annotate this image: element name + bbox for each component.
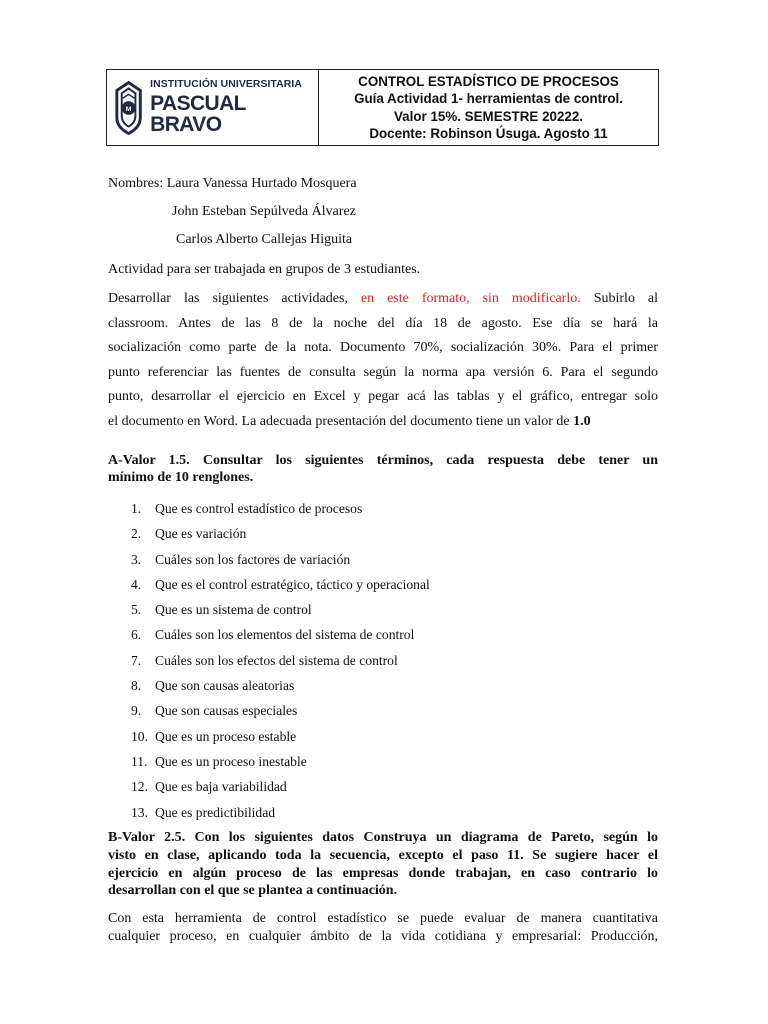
institution-logo	[107, 70, 319, 145]
item-text: Que son causas aleatorias	[155, 678, 295, 694]
list-item	[131, 496, 430, 521]
svg-text:M: M	[125, 105, 132, 113]
item-number: 9.	[131, 703, 142, 719]
instructions-text: Subirlo al	[593, 291, 659, 306]
presentation-value: 1.0	[573, 413, 591, 429]
item-number: 5.	[131, 602, 142, 618]
value-semester: Valor 15%. SEMESTRE 20222.	[393, 108, 584, 124]
instructions-line-5: punto, desarrollar el ejercicio en Excel y pegar acá las tablas y el gráfico, entregar solo	[108, 389, 658, 404]
item-number: 4.	[131, 576, 142, 592]
list-item	[131, 547, 430, 572]
item-text: Cuáles son los elementos del sistema de control	[155, 627, 415, 643]
logo-line-name: PASCUAL BRAVO	[150, 92, 246, 137]
list-item	[131, 597, 430, 622]
guide-title: Guía Actividad 1- herramientas de control.	[354, 91, 623, 106]
instructions-line-3: socialización como parte de la nota. Documento 70%, socialización 30%. Para el primer	[108, 340, 658, 355]
closing-line-2: cualquier proceso, en cualquier ámbito de la vida cotidiana y empresarial: Producción,	[108, 929, 658, 944]
item-text: Que es predictibilidad	[155, 804, 276, 820]
item-number: 2.	[131, 526, 142, 542]
names-line-3: Carlos Alberto Callejas Higuita	[176, 232, 353, 247]
instructions-line-6	[108, 414, 591, 430]
list-item	[131, 648, 430, 673]
item-text: Que es un proceso estable	[155, 728, 297, 744]
list-item	[131, 749, 430, 774]
teacher-date: Docente: Robinson Úsuga. Agosto 11	[369, 126, 608, 141]
item-text: Que es un proceso inestable	[155, 753, 307, 769]
item-number: 11.	[131, 753, 148, 769]
list-item	[131, 724, 430, 749]
list-item	[131, 774, 430, 799]
institution-emblem-icon	[111, 78, 146, 138]
item-text: Que es el control estratégico, táctico y operacional	[155, 576, 430, 592]
item-text: Que son causas especiales	[155, 703, 298, 719]
names-line-1: Nombres: Laura Vanessa Hurtado Mosquera	[108, 176, 357, 191]
item-number: 8.	[131, 678, 142, 694]
instructions-line-4: punto referenciar las fuentes de consulta según la norma apa versión 6. Para el segundo	[108, 364, 658, 380]
item-number: 12.	[131, 779, 148, 795]
logo-line-institution: INSTITUCIÓN UNIVERSITARIA	[150, 78, 302, 90]
item-text: Cuáles son los factores de variación	[155, 551, 351, 567]
section-a-heading: A-Valor 1.5. Consultar los siguientes términos, cada respuesta debe tener un	[108, 453, 658, 468]
names-line-2: John Esteban Sepúlveda Álvarez	[172, 204, 356, 219]
course-title: CONTROL ESTADÍSTICO DE PROCESOS	[358, 73, 619, 89]
item-number: 7.	[131, 652, 142, 668]
section-b-heading-1: B-Valor 2.5. Con los siguientes datos Construya un diagrama de Pareto, según lo	[108, 830, 658, 845]
instructions-line-2: classroom. Antes de las 8 de la noche del día 18 de agosto. Ese día se hará la	[108, 315, 658, 331]
list-item	[131, 673, 430, 698]
item-text: Cuáles son los efectos del sistema de control	[155, 652, 398, 668]
list-item	[131, 572, 430, 597]
item-text: Que es variación	[155, 526, 247, 542]
item-text: Que es un sistema de control	[155, 602, 312, 618]
instructions-text: Desarrollar las siguientes actividades,	[108, 291, 348, 306]
document-header	[106, 69, 659, 146]
header-title-block	[319, 70, 658, 145]
list-item	[131, 622, 430, 647]
section-b-heading-3: ejercicio en algún proceso de las empresas donde trabajan, en caso contrario lo	[108, 866, 658, 881]
section-b-heading-2: visto en clase, aplicando toda la secuencia, excepto el paso 11. Se sugiere hacer el	[108, 848, 658, 863]
item-number: 13.	[131, 804, 148, 820]
closing-line-1: Con esta herramienta de control estadístico se puede evaluar de manera cuantitativa	[108, 911, 658, 926]
instructions-line-1	[108, 291, 658, 307]
instructions-text: el documento en Word. La adecuada presentación del documento tiene un valor de	[108, 413, 570, 429]
list-item	[131, 521, 430, 546]
section-a-heading-cont: mínimo de 10 renglones.	[108, 470, 254, 485]
instructions-highlight: en este formato, sin modificarlo.	[360, 291, 581, 306]
item-number: 6.	[131, 627, 142, 643]
activity-note: Actividad para ser trabajada en grupos de 3 estudiantes.	[108, 262, 421, 277]
item-number: 10.	[131, 728, 148, 744]
item-number: 1.	[131, 501, 142, 516]
section-b-heading-4: desarrollan con el que se plantea a continuación.	[108, 883, 398, 898]
terms-list	[131, 496, 430, 825]
list-item	[131, 800, 430, 825]
item-number: 3.	[131, 551, 142, 567]
list-item	[131, 698, 430, 723]
item-text: Que es control estadístico de procesos	[155, 501, 363, 516]
item-text: Que es baja variabilidad	[155, 779, 287, 795]
